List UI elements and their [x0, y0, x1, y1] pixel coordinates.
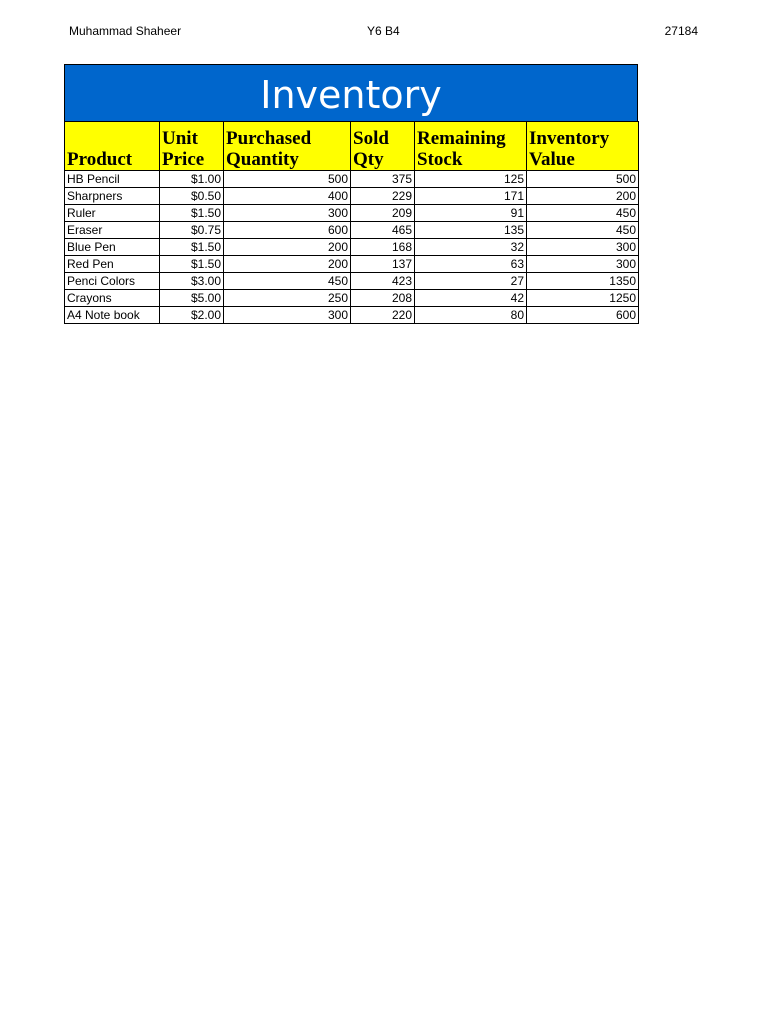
- cell-remaining-stock[interactable]: 42: [415, 290, 527, 307]
- cell-inventory-value[interactable]: 300: [527, 256, 639, 273]
- cell-unit-price[interactable]: $1.50: [160, 205, 224, 222]
- cell-unit-price[interactable]: $0.75: [160, 222, 224, 239]
- inventory-table: [64, 121, 639, 324]
- cell-purchased-quantity[interactable]: 300: [224, 307, 351, 324]
- cell-product[interactable]: HB Pencil: [65, 171, 160, 188]
- header-class: Y6 B4: [367, 24, 400, 38]
- cell-purchased-quantity[interactable]: 200: [224, 256, 351, 273]
- cell-remaining-stock[interactable]: 32: [415, 239, 527, 256]
- cell-sold-qty[interactable]: 375: [351, 171, 415, 188]
- column-header-inventory-value[interactable]: Inventory Value: [527, 122, 639, 171]
- cell-unit-price[interactable]: $1.50: [160, 256, 224, 273]
- cell-remaining-stock[interactable]: 91: [415, 205, 527, 222]
- cell-purchased-quantity[interactable]: 600: [224, 222, 351, 239]
- cell-unit-price[interactable]: $5.00: [160, 290, 224, 307]
- cell-purchased-quantity[interactable]: 300: [224, 205, 351, 222]
- header-author: Muhammad Shaheer: [69, 24, 182, 38]
- cell-inventory-value[interactable]: 1350: [527, 273, 639, 290]
- column-header-unit-price[interactable]: Unit Price: [160, 122, 224, 171]
- cell-inventory-value[interactable]: 600: [527, 307, 639, 324]
- table-row: [65, 273, 639, 290]
- table-header-row: [65, 122, 639, 171]
- cell-remaining-stock[interactable]: 125: [415, 171, 527, 188]
- table-row: [65, 290, 639, 307]
- cell-inventory-value[interactable]: 300: [527, 239, 639, 256]
- cell-sold-qty[interactable]: 168: [351, 239, 415, 256]
- table-row: [65, 222, 639, 239]
- cell-remaining-stock[interactable]: 171: [415, 188, 527, 205]
- column-header-product[interactable]: Product: [65, 122, 160, 171]
- page-header: [0, 24, 768, 40]
- cell-inventory-value[interactable]: 500: [527, 171, 639, 188]
- cell-product[interactable]: Red Pen: [65, 256, 160, 273]
- cell-product[interactable]: Crayons: [65, 290, 160, 307]
- cell-unit-price[interactable]: $2.00: [160, 307, 224, 324]
- column-header-sold-qty[interactable]: Sold Qty: [351, 122, 415, 171]
- cell-product[interactable]: Sharpners: [65, 188, 160, 205]
- table-row: [65, 256, 639, 273]
- cell-remaining-stock[interactable]: 27: [415, 273, 527, 290]
- cell-purchased-quantity[interactable]: 400: [224, 188, 351, 205]
- table-row: [65, 205, 639, 222]
- cell-sold-qty[interactable]: 423: [351, 273, 415, 290]
- header-id: 27184: [664, 24, 698, 38]
- title-bar: [64, 64, 638, 121]
- column-header-remaining-stock[interactable]: Remaining Stock: [415, 122, 527, 171]
- cell-sold-qty[interactable]: 229: [351, 188, 415, 205]
- cell-sold-qty[interactable]: 220: [351, 307, 415, 324]
- sheet-title: Inventory: [260, 73, 442, 117]
- table-row: [65, 307, 639, 324]
- cell-unit-price[interactable]: $0.50: [160, 188, 224, 205]
- column-header-purchased-quantity[interactable]: Purchased Quantity: [224, 122, 351, 171]
- table-row: [65, 171, 639, 188]
- cell-product[interactable]: Ruler: [65, 205, 160, 222]
- cell-sold-qty[interactable]: 465: [351, 222, 415, 239]
- cell-sold-qty[interactable]: 208: [351, 290, 415, 307]
- cell-product[interactable]: Penci Colors: [65, 273, 160, 290]
- cell-product[interactable]: A4 Note book: [65, 307, 160, 324]
- cell-product[interactable]: Blue Pen: [65, 239, 160, 256]
- cell-sold-qty[interactable]: 209: [351, 205, 415, 222]
- cell-inventory-value[interactable]: 450: [527, 222, 639, 239]
- cell-inventory-value[interactable]: 200: [527, 188, 639, 205]
- cell-product[interactable]: Eraser: [65, 222, 160, 239]
- inventory-sheet: [64, 64, 638, 324]
- cell-remaining-stock[interactable]: 63: [415, 256, 527, 273]
- cell-purchased-quantity[interactable]: 500: [224, 171, 351, 188]
- cell-unit-price[interactable]: $1.50: [160, 239, 224, 256]
- cell-unit-price[interactable]: $3.00: [160, 273, 224, 290]
- cell-inventory-value[interactable]: 450: [527, 205, 639, 222]
- cell-purchased-quantity[interactable]: 450: [224, 273, 351, 290]
- cell-remaining-stock[interactable]: 80: [415, 307, 527, 324]
- cell-unit-price[interactable]: $1.00: [160, 171, 224, 188]
- table-row: [65, 188, 639, 205]
- cell-inventory-value[interactable]: 1250: [527, 290, 639, 307]
- cell-purchased-quantity[interactable]: 200: [224, 239, 351, 256]
- table-row: [65, 239, 639, 256]
- cell-sold-qty[interactable]: 137: [351, 256, 415, 273]
- cell-purchased-quantity[interactable]: 250: [224, 290, 351, 307]
- cell-remaining-stock[interactable]: 135: [415, 222, 527, 239]
